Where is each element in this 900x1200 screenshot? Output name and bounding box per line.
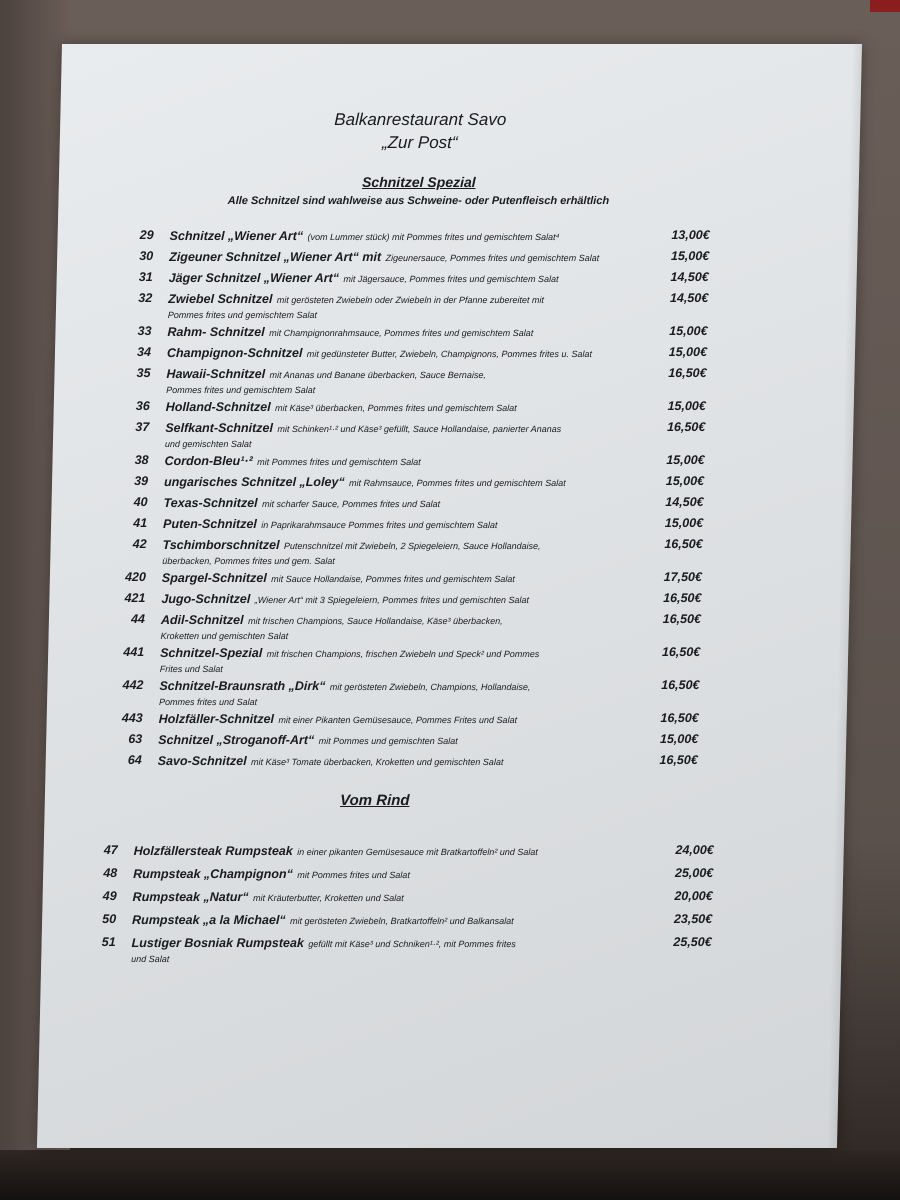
item-number: 29 <box>139 228 154 242</box>
item-body <box>164 452 638 471</box>
item-body <box>160 611 635 642</box>
item-price: 17,50€ <box>663 570 703 584</box>
item-price: 15,00€ <box>669 324 708 338</box>
item-description: mit einer Pikanten Gemüsesauce, Pommes Frites und Salat <box>278 715 518 725</box>
item-body <box>169 248 643 267</box>
item-body <box>163 515 637 534</box>
item-name: Spargel-Schnitzel <box>161 571 267 585</box>
item-body <box>164 473 638 492</box>
item-name: Texas-Schnitzel <box>163 496 258 510</box>
item-body <box>160 644 635 675</box>
item-name: Schnitzel-Spezial <box>160 646 263 660</box>
menu-item <box>109 227 709 246</box>
item-body <box>165 419 640 450</box>
item-name: Lustiger Bosniak Rumpsteak <box>131 936 305 950</box>
item-body <box>133 842 647 861</box>
item-description: mit frischen Champions, frischen Zwiebeln und Speck² und Pommes <box>266 649 540 659</box>
item-body <box>158 731 632 750</box>
item-number: 36 <box>135 399 150 413</box>
item-name: Jugo-Schnitzel <box>161 592 251 606</box>
item-price: 15,00€ <box>670 249 710 263</box>
menu-item <box>102 536 703 567</box>
item-number: 49 <box>102 889 117 903</box>
menu-item <box>99 677 700 708</box>
menu-item <box>106 398 706 417</box>
item-number: 421 <box>124 591 146 605</box>
item-description: mit Käse³ Tomate überbacken, Kroketten und gemischten Salat <box>250 757 504 767</box>
item-price: 15,00€ <box>666 453 705 467</box>
item-description: mit Ananas und Banane überbacken, Sauce Bernaise, <box>269 370 487 380</box>
menu-item <box>101 590 701 609</box>
item-number: 38 <box>134 453 149 467</box>
menu-item <box>71 934 712 965</box>
menu-item <box>98 731 698 750</box>
item-description: mit Sauce Hollandaise, Pommes frites und gemischtem Salat <box>271 574 515 584</box>
item-description: mit Schinken¹·² und Käse³ gefüllt, Sauce Hollandaise, panierter Ananas <box>277 424 562 434</box>
menu-item <box>103 494 703 513</box>
item-body <box>166 398 640 417</box>
item-description-continued: überbacken, Pommes frites und gem. Salat <box>162 556 335 566</box>
item-name: Rumpsteak „Champignon“ <box>133 867 294 881</box>
item-number: 31 <box>138 270 153 284</box>
item-number: 30 <box>139 249 154 263</box>
item-description: „Wiener Art“ mit 3 Spiegeleiern, Pommes frites und gemischten Salat <box>254 595 530 605</box>
item-description: mit scharfer Sauce, Pommes frites und Salat <box>261 499 441 509</box>
menu-item <box>107 323 707 342</box>
item-description: (vom Lummer stück) mit Pommes frites und gemischtem Salat⁴ <box>307 232 560 242</box>
item-price: 20,00€ <box>674 889 713 903</box>
item-number: 63 <box>128 732 143 746</box>
item-price: 16,50€ <box>662 612 702 626</box>
item-price: 14,50€ <box>670 270 709 284</box>
item-price: 25,00€ <box>674 866 714 880</box>
item-body <box>131 934 646 965</box>
restaurant-name: Balkanrestaurant Savo <box>334 110 507 129</box>
item-description-continued: Kroketten und gemischten Salat <box>160 631 289 641</box>
menu-item <box>98 752 698 771</box>
item-number: 442 <box>122 678 144 692</box>
menu-item <box>108 269 708 288</box>
item-description-continued: Pommes frites und gemischtem Salat <box>166 385 316 395</box>
item-price: 15,00€ <box>664 516 704 530</box>
item-name: Rumpsteak „a la Michael“ <box>131 913 286 927</box>
item-description-continued: Frites und Salat <box>159 664 223 674</box>
item-price: 15,00€ <box>667 399 706 413</box>
item-description: mit gerösteten Zwiebeln, Bratkartoffeln² und Balkansalat <box>289 916 514 926</box>
restaurant-header <box>60 108 781 154</box>
item-number: 41 <box>133 516 148 530</box>
item-price: 16,50€ <box>668 366 707 380</box>
item-description: mit Champignonrahmsauce, Pommes frites und gemischtem Salat <box>269 328 534 338</box>
menu-item <box>104 473 704 492</box>
item-number: 50 <box>102 912 117 926</box>
item-description: mit Jägersauce, Pommes frites und gemischtem Salat <box>343 274 559 284</box>
item-number: 420 <box>124 570 147 584</box>
item-name: Zigeuner Schnitzel „Wiener Art“ mit <box>169 250 382 264</box>
item-name: Cordon-Bleu¹·² <box>164 454 253 468</box>
sheet-edge <box>827 44 862 1148</box>
item-body <box>162 569 636 588</box>
section-title-schnitzel: Schnitzel Spezial <box>361 174 476 190</box>
item-description: mit frischen Champions, Sauce Hollandaise, Käse³ überbacken, <box>247 616 503 626</box>
item-price: 14,50€ <box>665 495 704 509</box>
item-description: gefüllt mit Käse³ und Schniken¹·², mit Pommes frites <box>308 939 516 949</box>
item-name: ungarisches Schnitzel „Loley“ <box>163 475 345 489</box>
item-name: Savo-Schnitzel <box>157 754 247 768</box>
item-name: Rahm- Schnitzel <box>167 325 265 339</box>
item-description: Putenschnitzel mit Zwiebeln, 2 Spiegeleiern, Sauce Hollandaise, <box>283 541 541 551</box>
item-description: mit Kräuterbutter, Kroketten und Salat <box>252 893 404 903</box>
item-price: 16,50€ <box>659 753 698 767</box>
item-name: Rumpsteak „Natur“ <box>132 890 249 904</box>
item-price: 16,50€ <box>664 537 703 551</box>
item-body <box>161 590 635 609</box>
item-name: Puten-Schnitzel <box>162 517 258 531</box>
menu-item <box>72 911 712 930</box>
menu-item <box>98 710 698 729</box>
item-description-continued: Pommes frites und Salat <box>158 697 258 707</box>
item-name: Schnitzel „Stroganoff-Art“ <box>158 733 315 747</box>
item-number: 37 <box>135 420 150 434</box>
item-name: Selfkant-Schnitzel <box>165 421 274 435</box>
item-number: 443 <box>121 711 143 725</box>
item-description: in einer pikanten Gemüsesauce mit Bratkartoffeln² und Salat <box>297 847 538 857</box>
item-body <box>166 365 641 396</box>
item-description: mit Rahmsauce, Pommes frites und gemischtem Salat <box>348 478 566 488</box>
item-description-continued: Pommes frites und gemischtem Salat <box>167 310 318 320</box>
item-body <box>132 911 646 930</box>
menu-item <box>100 644 701 675</box>
item-price: 13,00€ <box>671 228 710 242</box>
item-description: mit gedünsteter Butter, Zwiebeln, Champignons, Pommes frites u. Salat <box>306 349 593 359</box>
item-number: 33 <box>137 324 152 338</box>
item-body <box>158 752 632 771</box>
item-price: 24,00€ <box>675 843 714 857</box>
item-number: 441 <box>123 645 145 659</box>
section-title-rind: Vom Rind <box>339 792 410 809</box>
item-price: 14,50€ <box>669 291 709 305</box>
item-price: 15,00€ <box>665 474 705 488</box>
item-name: Champignon-Schnitzel <box>166 346 303 360</box>
item-body <box>132 888 646 907</box>
item-body <box>167 344 641 363</box>
item-description-continued: und gemischten Salat <box>164 439 252 449</box>
item-body <box>168 269 642 288</box>
item-description: mit Käse³ überbacken, Pommes frites und gemischtem Salat <box>274 403 517 413</box>
item-price: 16,50€ <box>661 645 701 659</box>
rind-list <box>71 842 714 969</box>
item-price: 16,50€ <box>660 711 699 725</box>
item-number: 51 <box>101 935 116 949</box>
item-description: mit gerösteten Zwiebeln, Champions, Hollandaise, <box>329 682 531 692</box>
item-description-continued: und Salat <box>131 954 170 964</box>
item-description: mit Pommes frites und gemischtem Salat <box>257 457 421 467</box>
menu-item <box>72 888 712 907</box>
section-note-schnitzel: Alle Schnitzel sind wahlweise aus Schweine- oder Putenfleisch erhältlich <box>227 195 610 207</box>
item-body <box>163 494 637 513</box>
item-name: Holland-Schnitzel <box>165 400 271 414</box>
item-number: 48 <box>103 866 118 880</box>
item-body <box>169 227 643 246</box>
item-number: 39 <box>134 474 149 488</box>
item-description: in Paprikarahmsauce Pommes frites und gemischtem Salat <box>261 520 498 530</box>
item-body <box>167 323 641 342</box>
item-name: Holzfällersteak Rumpsteak <box>133 844 293 858</box>
item-body <box>158 710 632 729</box>
menu-item <box>104 452 704 471</box>
item-description: mit gerösteten Zwiebeln oder Zwiebeln in der Pfanne zubereitet mit <box>276 295 545 305</box>
item-body <box>168 290 643 321</box>
menu-item <box>102 569 702 588</box>
menu-item <box>73 842 713 861</box>
item-number: 42 <box>132 537 147 551</box>
item-number: 34 <box>136 345 152 359</box>
item-name: Tschimborschnitzel <box>162 538 280 552</box>
item-price: 15,00€ <box>659 732 699 746</box>
item-description: mit Pommes und gemischten Salat <box>318 736 458 746</box>
menu-item <box>106 365 707 396</box>
schnitzel-list <box>97 227 709 773</box>
item-name: Jäger Schnitzel „Wiener Art“ <box>168 271 340 285</box>
item-name: Hawaii-Schnitzel <box>166 367 266 381</box>
item-name: Holzfäller-Schnitzel <box>158 712 275 726</box>
item-number: 44 <box>130 612 146 626</box>
menu-sheet <box>37 44 862 1148</box>
item-price: 15,00€ <box>668 345 708 359</box>
item-name: Zwiebel Schnitzel <box>168 292 273 306</box>
item-body <box>159 677 634 708</box>
item-body <box>162 536 637 567</box>
menu-item <box>73 865 713 884</box>
restaurant-subtitle: „Zur Post“ <box>381 133 458 152</box>
item-price: 25,50€ <box>673 935 712 949</box>
item-number: 64 <box>127 753 142 767</box>
item-number: 40 <box>133 495 148 509</box>
menu-item <box>109 248 709 267</box>
background-table <box>0 1150 900 1200</box>
item-number: 32 <box>138 291 153 305</box>
item-price: 16,50€ <box>666 420 706 434</box>
item-name: Adil-Schnitzel <box>160 613 244 627</box>
item-price: 16,50€ <box>661 678 700 692</box>
item-price: 16,50€ <box>663 591 702 605</box>
menu-item <box>105 419 706 450</box>
menu-item <box>108 290 709 321</box>
item-price: 23,50€ <box>673 912 713 926</box>
item-description: Zigeunersauce, Pommes frites und gemischtem Salat <box>385 253 600 263</box>
background-red-corner <box>870 0 900 12</box>
item-description: mit Pommes frites und Salat <box>297 870 411 880</box>
item-name: Schnitzel „Wiener Art“ <box>169 229 304 243</box>
menu-item <box>100 611 701 642</box>
item-name: Schnitzel-Braunsrath „Dirk“ <box>159 679 326 693</box>
item-number: 47 <box>103 843 118 857</box>
item-body <box>133 865 647 884</box>
item-number: 35 <box>136 366 151 380</box>
menu-item <box>103 515 703 534</box>
menu-item <box>107 344 707 363</box>
